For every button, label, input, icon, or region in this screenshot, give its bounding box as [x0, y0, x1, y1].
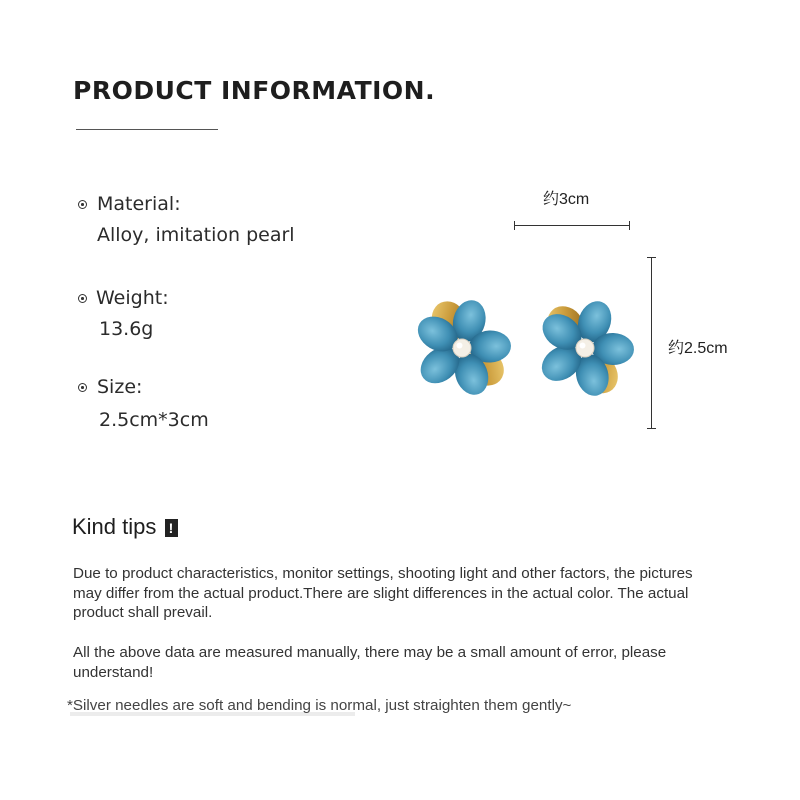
page-title: PRODUCT INFORMATION. — [73, 76, 436, 105]
kind-tips-paragraph: All the above data are measured manually, there may be a small amount of error, please understand! — [73, 644, 667, 681]
spec-material-label: Material: — [97, 193, 181, 215]
warning-icon: ! — [165, 519, 178, 537]
kind-tips-paragraph: Due to product characteristics, monitor settings, shooting light and other factors, the pictures may differ from the actual product.There are slight differences in the actual color. The actual product shall prevail. — [73, 565, 693, 621]
spec-weight-value: 13.6g — [99, 318, 154, 340]
spec-material-value: Alloy, imitation pearl — [97, 224, 295, 246]
title-divider — [76, 129, 218, 130]
height-dimension-line — [651, 257, 652, 429]
width-dimension-line — [514, 225, 630, 226]
spec-size-label: Size: — [97, 376, 143, 398]
width-dimension-label: 约3cm — [543, 191, 590, 208]
kind-tips-heading — [72, 514, 178, 540]
bullet-icon — [78, 294, 87, 303]
needle-note: *Silver needles are soft and bending is normal, just straighten them gently~ — [67, 697, 572, 714]
height-dimension-label: 约2.5cm — [668, 340, 728, 357]
kind-tips-title: Kind tips — [72, 514, 157, 539]
earring-image — [412, 300, 512, 400]
spec-size-value: 2.5cm*3cm — [99, 409, 209, 431]
bullet-icon — [78, 200, 87, 209]
earring-image — [535, 300, 635, 400]
bullet-icon — [78, 383, 87, 392]
spec-weight-label: Weight: — [96, 287, 169, 309]
